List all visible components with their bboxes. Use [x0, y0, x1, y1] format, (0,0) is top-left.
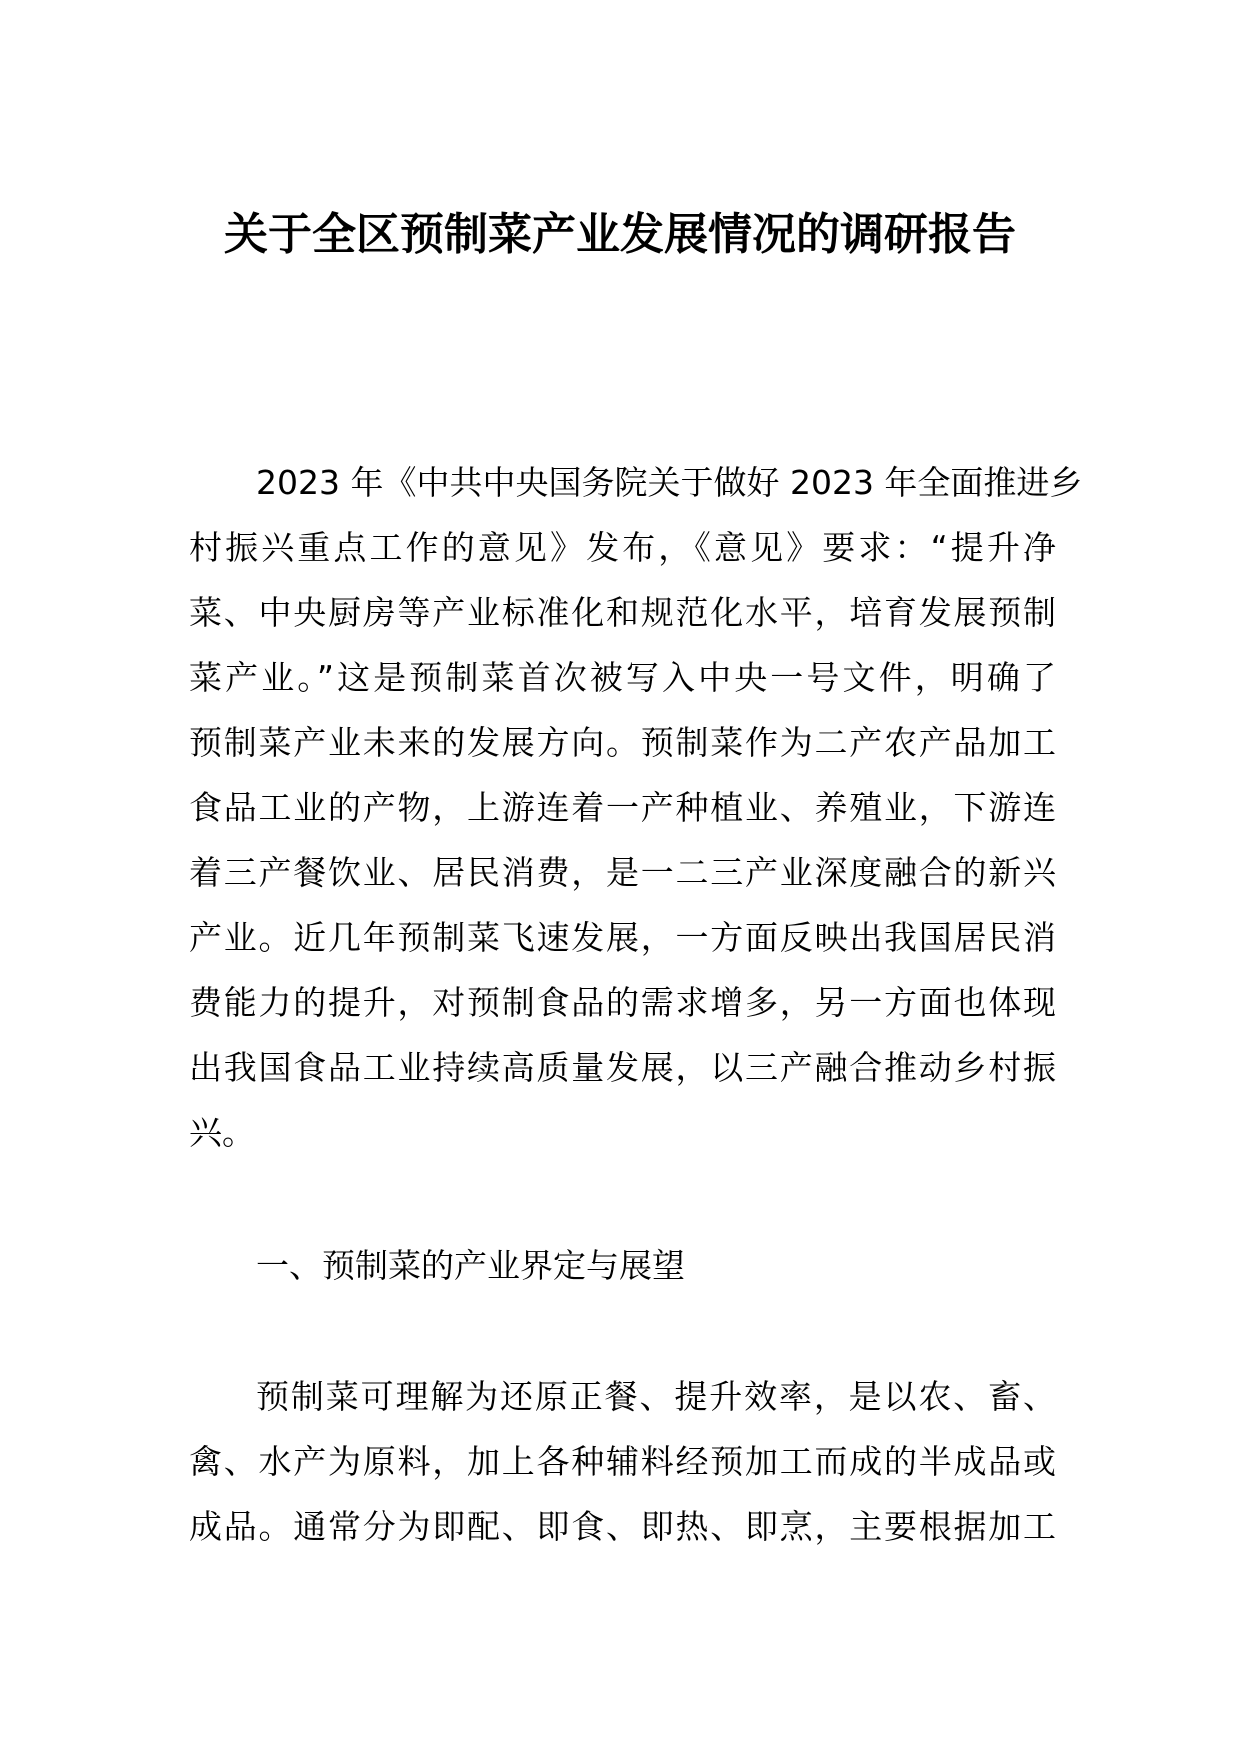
text-line: 成品。通常分为即配、即食、即热、即烹，主要根据加工 [189, 1507, 1056, 1546]
text-line: 预制菜可理解为还原正餐、提升效率，是以农、畜、 [256, 1377, 1056, 1416]
text-line: 食品工业的产物，上游连着一产种植业、养殖业，下游连 [189, 788, 1056, 827]
section-heading: 一、预制菜的产业界定与展望 [256, 1246, 685, 1285]
text-line: 预制菜产业未来的发展方向。预制菜作为二产农产品加工 [189, 723, 1056, 762]
text-line: 着三产餐饮业、居民消费，是一二三产业深度融合的新兴 [189, 853, 1056, 892]
document-title: 关于全区预制菜产业发展情况的调研报告 [224, 209, 1016, 260]
text-line: 产业。近几年预制菜飞速发展，一方面反映出我国居民消 [189, 918, 1056, 957]
text-line: 禽、水产为原料，加上各种辅料经预加工而成的半成品或 [189, 1442, 1056, 1481]
text-line: 村振兴重点工作的意见》发布，《意见》要求：“提升净 [189, 528, 1056, 567]
text-line: 菜、中央厨房等产业标准化和规范化水平，培育发展预制 [189, 593, 1056, 632]
text-line: 菜产业。”这是预制菜首次被写入中央一号文件，明确了 [189, 658, 1056, 697]
text-line: 兴。 [189, 1113, 255, 1152]
text-line: 费能力的提升，对预制食品的需求增多，另一方面也体现 [189, 983, 1056, 1022]
text-line: 出我国食品工业持续高质量发展，以三产融合推动乡村振 [189, 1048, 1056, 1087]
text-line: 2023 年《中共中央国务院关于做好 2023 年全面推进乡 [256, 463, 1083, 502]
